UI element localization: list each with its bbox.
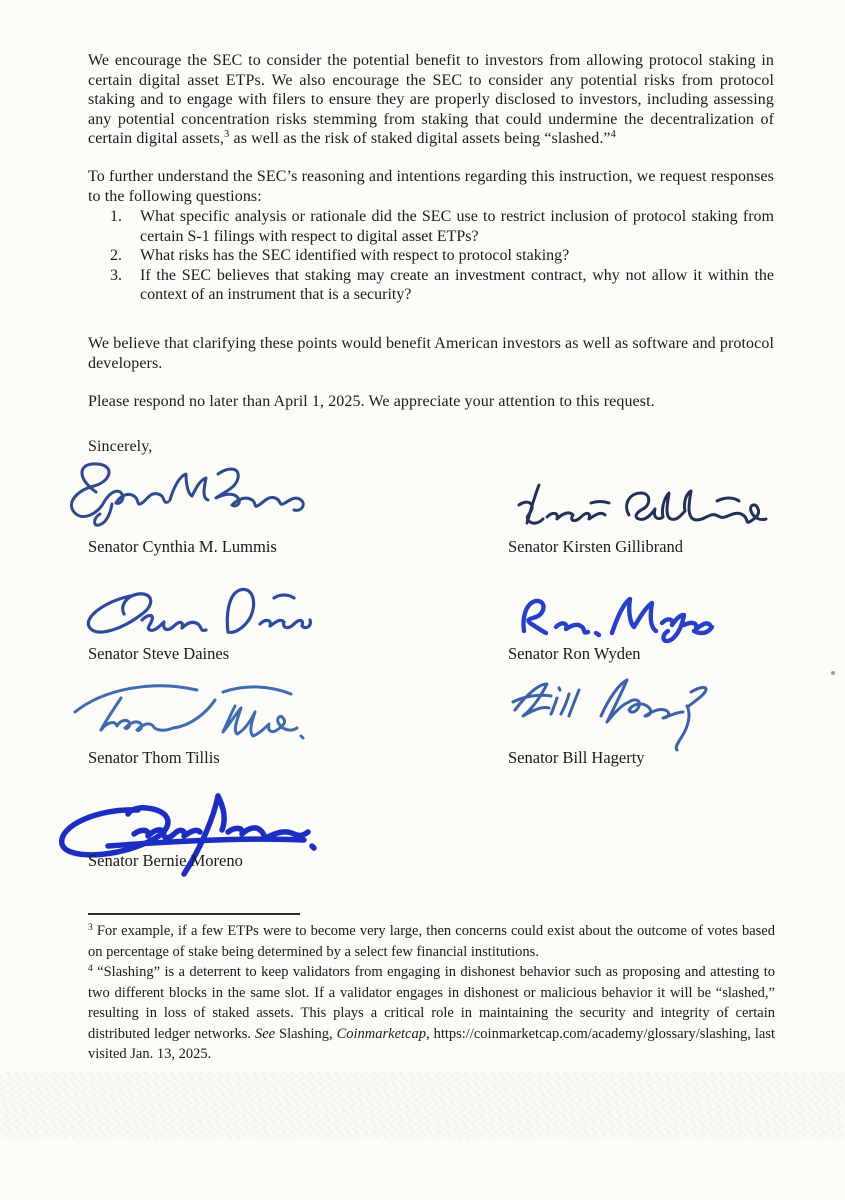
paragraph-text: We encourage the SEC to consider the potential benefit to investors from allowing protocol staking in certain digital asset ETPs. We also encourage the SEC to consider any potential risks from protocol staking and to engage with filers to ensure they are properly disclosed to investors, including assessing any potential concentration risks stemming from staking that could undermine the decentralization of certain digital assets,	[88, 52, 774, 147]
footnote-3-marker: 3	[88, 923, 93, 933]
signature-label-hagerty: Senator Bill Hagerty	[508, 748, 645, 767]
closing-sincerely: Sincerely,	[88, 438, 153, 455]
signature-tillis	[55, 678, 305, 746]
signature-hagerty	[505, 672, 725, 752]
question-text: If the SEC believes that staking may create an investment contract, why not allow it within the context of an instrument that is a security?	[140, 266, 774, 303]
question-item-2	[110, 246, 774, 266]
question-text: What specific analysis or rationale did the SEC use to restrict inclusion of protocol staking from certain S-1 filings with respect to digital asset ETPs?	[140, 208, 774, 245]
footnote-4-text: “Slashing” is a deterrent to keep validators from engaging in dishonest behavior such as proposing and attesting to two different blocks in the same slot. If a validator engages in dishonest or malicious behavior it will be “slashed,” resulting in loss of staked assets. This plays a critical role in maintaining the security and integrity of certain distributed ledger networks.	[88, 964, 775, 1042]
footnote-4-marker: 4	[88, 964, 93, 974]
question-text: What risks has the SEC identified with respect to protocol staking?	[140, 247, 570, 264]
question-item-1	[110, 207, 774, 246]
question-item-3	[110, 266, 774, 305]
footnote-4	[88, 962, 775, 1065]
question-number: 3.	[110, 266, 122, 284]
signature-label-wyden: Senator Ron Wyden	[508, 644, 641, 663]
paragraph-request-intro: To further understand the SEC’s reasoning and intentions regarding this instruction, we request responses to the following questions:	[88, 168, 774, 205]
paragraph-clarifying: We believe that clarifying these points would benefit American investors as well as software and protocol developers.	[88, 335, 774, 372]
footnote-ref-3: 3	[224, 129, 230, 140]
scan-noise-texture	[0, 1072, 845, 1138]
footnote-3	[88, 921, 775, 962]
footnotes-section	[88, 921, 775, 1065]
signature-daines	[68, 580, 308, 642]
footnote-4-text: , https://coinmarketcap.com/academy/glossary/slashing, last visited Jan. 13, 2025.	[88, 1025, 775, 1062]
footnote-4-text: Slashing,	[275, 1025, 337, 1042]
signature-gillibrand	[505, 477, 770, 532]
footnote-divider	[88, 913, 300, 915]
questions-list	[110, 207, 774, 305]
footnote-ref-4: 4	[610, 129, 616, 140]
signature-label-gillibrand: Senator Kirsten Gillibrand	[508, 537, 684, 556]
signature-lummis	[58, 452, 308, 537]
signature-label-tillis: Senator Thom Tillis	[88, 748, 220, 767]
signature-wyden	[508, 587, 713, 642]
signature-label-lummis: Senator Cynthia M. Lummis	[88, 537, 277, 556]
question-number: 2.	[110, 247, 122, 264]
paragraph-text: as well as the risk of staked digital assets being “slashed.”	[229, 130, 611, 147]
footnote-3-text: For example, if a few ETPs were to become very large, then concerns could exist about the outcome of votes based on percentage of stake being determined by a select few financial institutions.	[88, 923, 775, 960]
footnote-4-see-italic: See	[254, 1025, 276, 1042]
signature-label-daines: Senator Steve Daines	[88, 644, 230, 663]
question-number: 1.	[110, 208, 122, 225]
signature-label-moreno: Senator Bernie Moreno	[88, 851, 243, 870]
paragraph-deadline: Please respond no later than April 1, 2025. We appreciate your attention to this request.	[88, 393, 655, 410]
paragraph-staking-benefits	[88, 51, 774, 149]
footnote-4-source-italic: Coinmarketcap	[336, 1025, 426, 1042]
paper-speck	[831, 671, 835, 675]
